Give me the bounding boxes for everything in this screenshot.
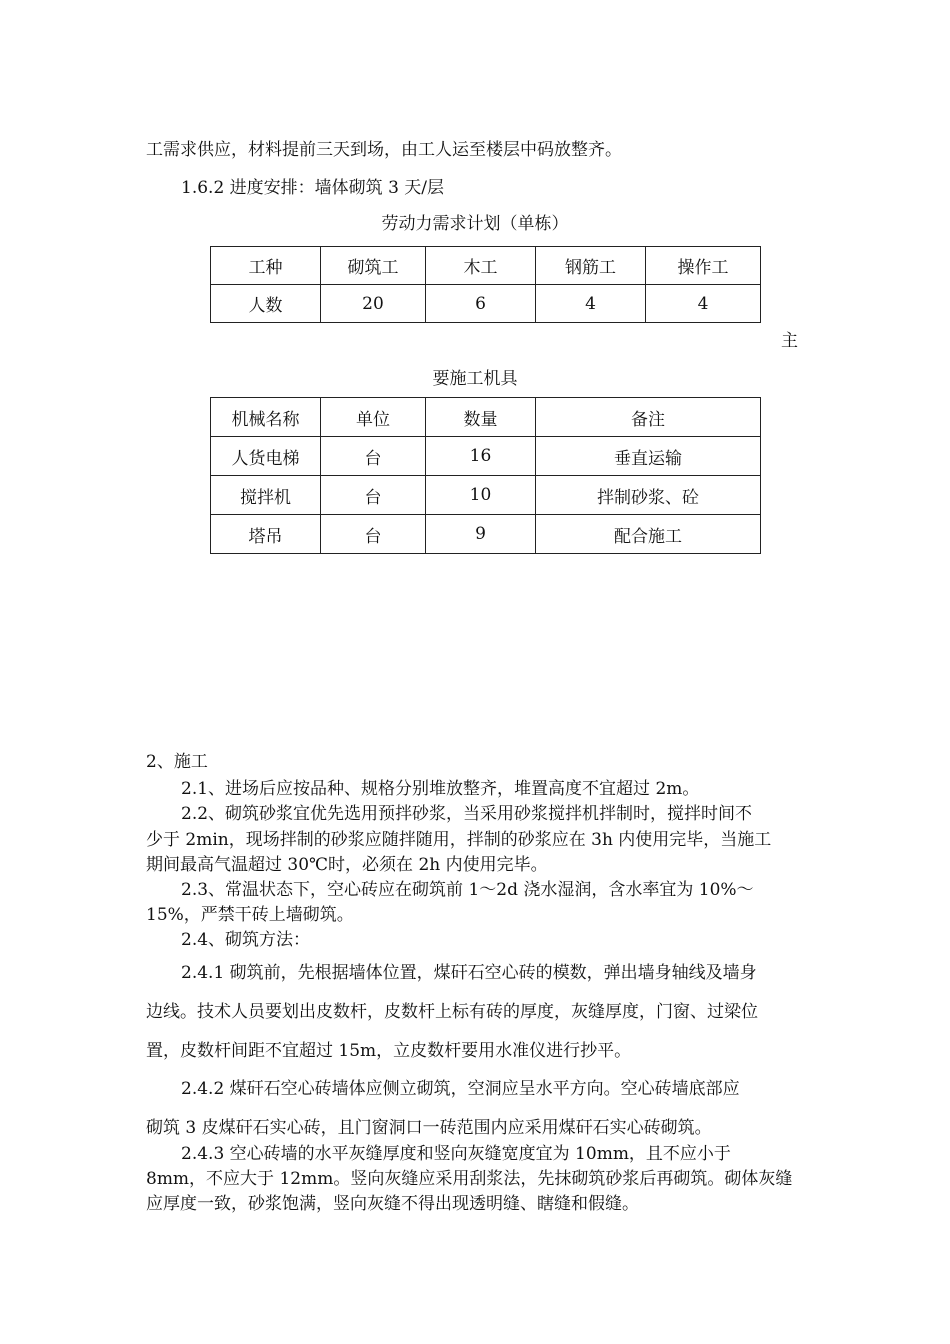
table-cell: 台 bbox=[321, 476, 426, 515]
table-cell: 4 bbox=[536, 285, 646, 323]
paragraph-line: 期间最高气温超过 30℃时，必须在 2h 内使用完毕。 bbox=[146, 855, 548, 875]
table-cell: 9 bbox=[426, 515, 536, 554]
table-header-cell: 钢筋工 bbox=[536, 247, 646, 285]
table-header-cell: 备注 bbox=[536, 398, 761, 437]
paragraph-line: 2.3、常温状态下，空心砖应在砌筑前 1～2d 浇水湿润，含水率宜为 10%～ bbox=[181, 880, 754, 900]
table-header-cell: 砌筑工 bbox=[321, 247, 426, 285]
labor-table bbox=[210, 246, 761, 323]
machine-header-row bbox=[211, 398, 761, 437]
paragraph-continuation: 工需求供应，材料提前三天到场，由工人运至楼层中码放整齐。 bbox=[146, 140, 622, 160]
table-cell: 台 bbox=[321, 515, 426, 554]
table-cell: 拌制砂浆、砼 bbox=[536, 476, 761, 515]
labor-header-row bbox=[211, 247, 761, 285]
paragraph-line: 8mm，不应大于 12mm。竖向灰缝应采用刮浆法，先抹砌筑砂浆后再砌筑。砌体灰缝 bbox=[146, 1169, 793, 1189]
table-cell: 10 bbox=[426, 476, 536, 515]
table-header-cell: 单位 bbox=[321, 398, 426, 437]
table-row bbox=[211, 515, 761, 554]
paragraph-line: 少于 2min，现场拌制的砂浆应随拌随用，拌制的砂浆应在 3h 内使用完毕，当施工 bbox=[146, 830, 772, 850]
table-cell: 配合施工 bbox=[536, 515, 761, 554]
paragraph-line: 2.4.1 砌筑前，先根据墙体位置，煤矸石空心砖的模数，弹出墙身轴线及墙身 bbox=[181, 963, 757, 983]
table-header-cell: 机械名称 bbox=[211, 398, 321, 437]
table-header-cell: 数量 bbox=[426, 398, 536, 437]
paragraph-line: 15%，严禁干砖上墙砌筑。 bbox=[146, 905, 354, 925]
paragraph-line: 2.4、砌筑方法： bbox=[181, 930, 311, 950]
table-cell: 垂直运输 bbox=[536, 437, 761, 476]
table-cell: 4 bbox=[646, 285, 761, 323]
table-cell: 16 bbox=[426, 437, 536, 476]
paragraph-line: 2.4.3 空心砖墙的水平灰缝厚度和竖向灰缝宽度宜为 10mm，且不应小于 bbox=[181, 1144, 731, 1164]
table-cell: 台 bbox=[321, 437, 426, 476]
paragraph-line: 应厚度一致，砂浆饱满，竖向灰缝不得出现透明缝、瞎缝和假缝。 bbox=[146, 1194, 639, 1214]
machine-table bbox=[210, 397, 761, 554]
table-header-cell: 工种 bbox=[211, 247, 321, 285]
table-cell: 人数 bbox=[211, 285, 321, 323]
table-cell: 塔吊 bbox=[211, 515, 321, 554]
machine-table-title-part2: 要施工机具 bbox=[432, 369, 518, 389]
paragraph-line: 2.1、进场后应按品种、规格分别堆放整齐，堆置高度不宜超过 2m。 bbox=[181, 779, 700, 799]
table-row bbox=[211, 437, 761, 476]
paragraph-line: 2.2、砌筑砂浆宜优先选用预拌砂浆，当采用砂浆搅拌机拌制时，搅拌时间不 bbox=[181, 804, 753, 824]
paragraph-line: 边线。技术人员要划出皮数杆，皮数杆上标有砖的厚度，灰缝厚度，门窗、过梁位 bbox=[146, 1002, 758, 1022]
table-row bbox=[211, 285, 761, 323]
paragraph-line: 置，皮数杆间距不宜超过 15m，立皮数杆要用水准仪进行抄平。 bbox=[146, 1041, 632, 1061]
table-header-cell: 操作工 bbox=[646, 247, 761, 285]
table-row bbox=[211, 476, 761, 515]
table-cell: 6 bbox=[426, 285, 536, 323]
schedule-line: 1.6.2 进度安排：墙体砌筑 3 天/层 bbox=[181, 178, 445, 198]
machine-table-title-part1: 主 bbox=[781, 331, 798, 351]
paragraph-line: 砌筑 3 皮煤矸石实心砖，且门窗洞口一砖范围内应采用煤矸石实心砖砌筑。 bbox=[146, 1118, 712, 1138]
labor-table-title: 劳动力需求计划（单栋） bbox=[381, 214, 569, 234]
table-cell: 人货电梯 bbox=[211, 437, 321, 476]
table-header-cell: 木工 bbox=[426, 247, 536, 285]
section-heading: 2、施工 bbox=[146, 752, 208, 772]
paragraph-line: 2.4.2 煤矸石空心砖墙体应侧立砌筑，空洞应呈水平方向。空心砖墙底部应 bbox=[181, 1079, 740, 1099]
table-cell: 搅拌机 bbox=[211, 476, 321, 515]
table-cell: 20 bbox=[321, 285, 426, 323]
